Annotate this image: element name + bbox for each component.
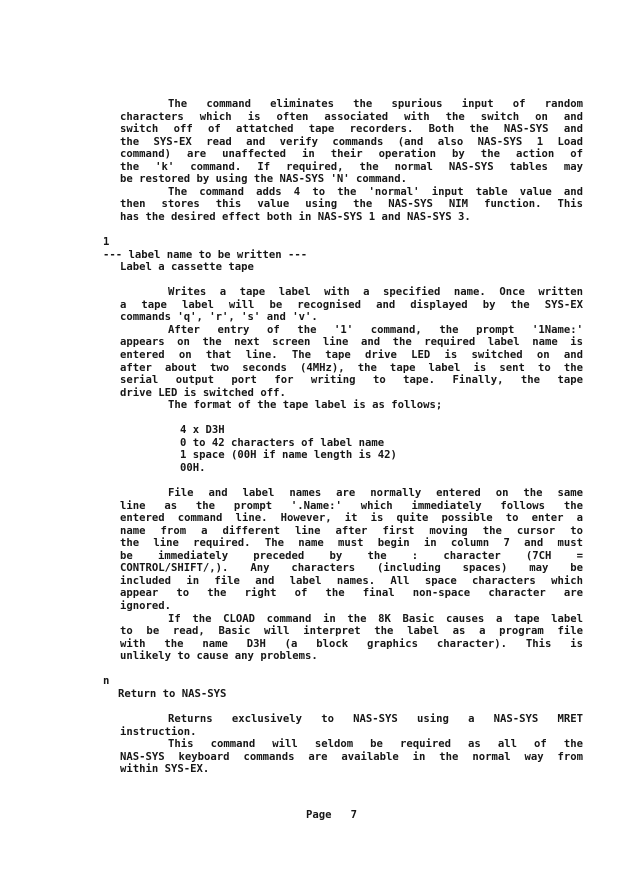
text-line: appear to the right of the final non-space character are <box>120 587 583 600</box>
text-line: be immediately preceded by the : character (7CH = <box>120 549 583 562</box>
text-line: entered on that line. The tape drive LED is switched on and <box>120 349 583 361</box>
text-line: Returns exclusively to NAS-SYS using a NAS-SYS MRET <box>168 712 583 725</box>
text-line: CONTROL/SHIFT/,). Any characters (including spaces) may be <box>120 562 583 575</box>
text-line: to be read, Basic will interpret the label as a program file <box>120 625 583 638</box>
command-heading-line: 1 <box>103 236 110 249</box>
text-line: switch off of attatched tape recorders. Both the NAS-SYS and <box>120 123 583 136</box>
text-line: the SYS-EX read and verify commands (and also NAS-SYS 1 Load <box>120 135 583 148</box>
text-line: has the desired effect both in NAS-SYS 1 and NAS-SYS 3. <box>120 210 471 223</box>
text-line: unlikely to cause any problems. <box>120 650 318 663</box>
text-line: with the name D3H (a block graphics character). This is <box>120 637 583 650</box>
text-line: File and label names are normally entered on the same <box>168 487 583 500</box>
text-line: name from a different line after first moving the cursor to <box>120 524 583 537</box>
command-heading-line: --- label name to be written --- <box>103 248 308 261</box>
text-line: within SYS-EX. <box>120 763 210 776</box>
text-line: 1 space (00H if name length is 42) <box>180 449 397 462</box>
text-line: After entry of the '1' command, the prompt '1Name:' <box>168 323 583 336</box>
text-line: drive LED is switched off. <box>120 386 286 399</box>
text-line: 0 to 42 characters of label name <box>180 436 385 449</box>
text-line: serial output port for writing to tape. Finally, the tape <box>120 374 583 387</box>
text-line: line as the prompt '.Name:' which immediately follows the <box>120 499 583 512</box>
text-line: the line required. The name must begin in column 7 and must <box>120 537 583 550</box>
text-line: The command eliminates the spurious input of random <box>168 98 583 110</box>
text-line: a tape label will be recognised and displayed by the SYS-EX <box>120 298 583 311</box>
text-line: the 'k' command. If required, the normal NAS-SYS tables may <box>120 160 583 173</box>
text-line: NAS-SYS keyboard commands are available in the normal way from <box>120 750 583 763</box>
text-line: The command adds 4 to the 'normal' input table value and <box>168 185 583 198</box>
text-line: characters which is often associated with the switch on and <box>120 110 583 123</box>
page-number: Page 7 <box>306 809 358 821</box>
text-line: after about two seconds (4MHz), the tape label is sent to the <box>120 361 583 374</box>
text-line: If the CLOAD command in the 8K Basic causes a tape label <box>168 612 583 625</box>
command-heading-line: Return to NAS-SYS <box>118 687 227 700</box>
command-heading-line: n <box>103 675 110 688</box>
text-line: be restored by using the NAS-SYS 'N' command. <box>120 173 408 186</box>
text-line: command) are unaffected in their operation by the action of <box>120 148 583 161</box>
text-line: Label a cassette tape <box>120 261 254 274</box>
text-line: Writes a tape label with a specified name. Once written <box>168 286 583 299</box>
text-line: ignored. <box>120 600 172 612</box>
text-line: This command will seldom be required as all of the <box>168 738 583 751</box>
text-line: The format of the tape label is as follows; <box>168 399 443 412</box>
text-line: appears on the next screen line and the required label name is <box>120 336 583 349</box>
text-line: commands 'q', 'r', 's' and 'v'. <box>120 311 318 324</box>
text-line: 00H. <box>180 461 206 474</box>
text-line: included in file and label names. All space characters which <box>120 574 583 587</box>
text-line: entered command line. However, it is quite possible to enter a <box>120 512 583 525</box>
text-line: instruction. <box>120 725 197 738</box>
text-line: then stores this value using the NAS-SYS NIM function. This <box>120 198 583 211</box>
text-line: 4 x D3H <box>180 424 225 437</box>
